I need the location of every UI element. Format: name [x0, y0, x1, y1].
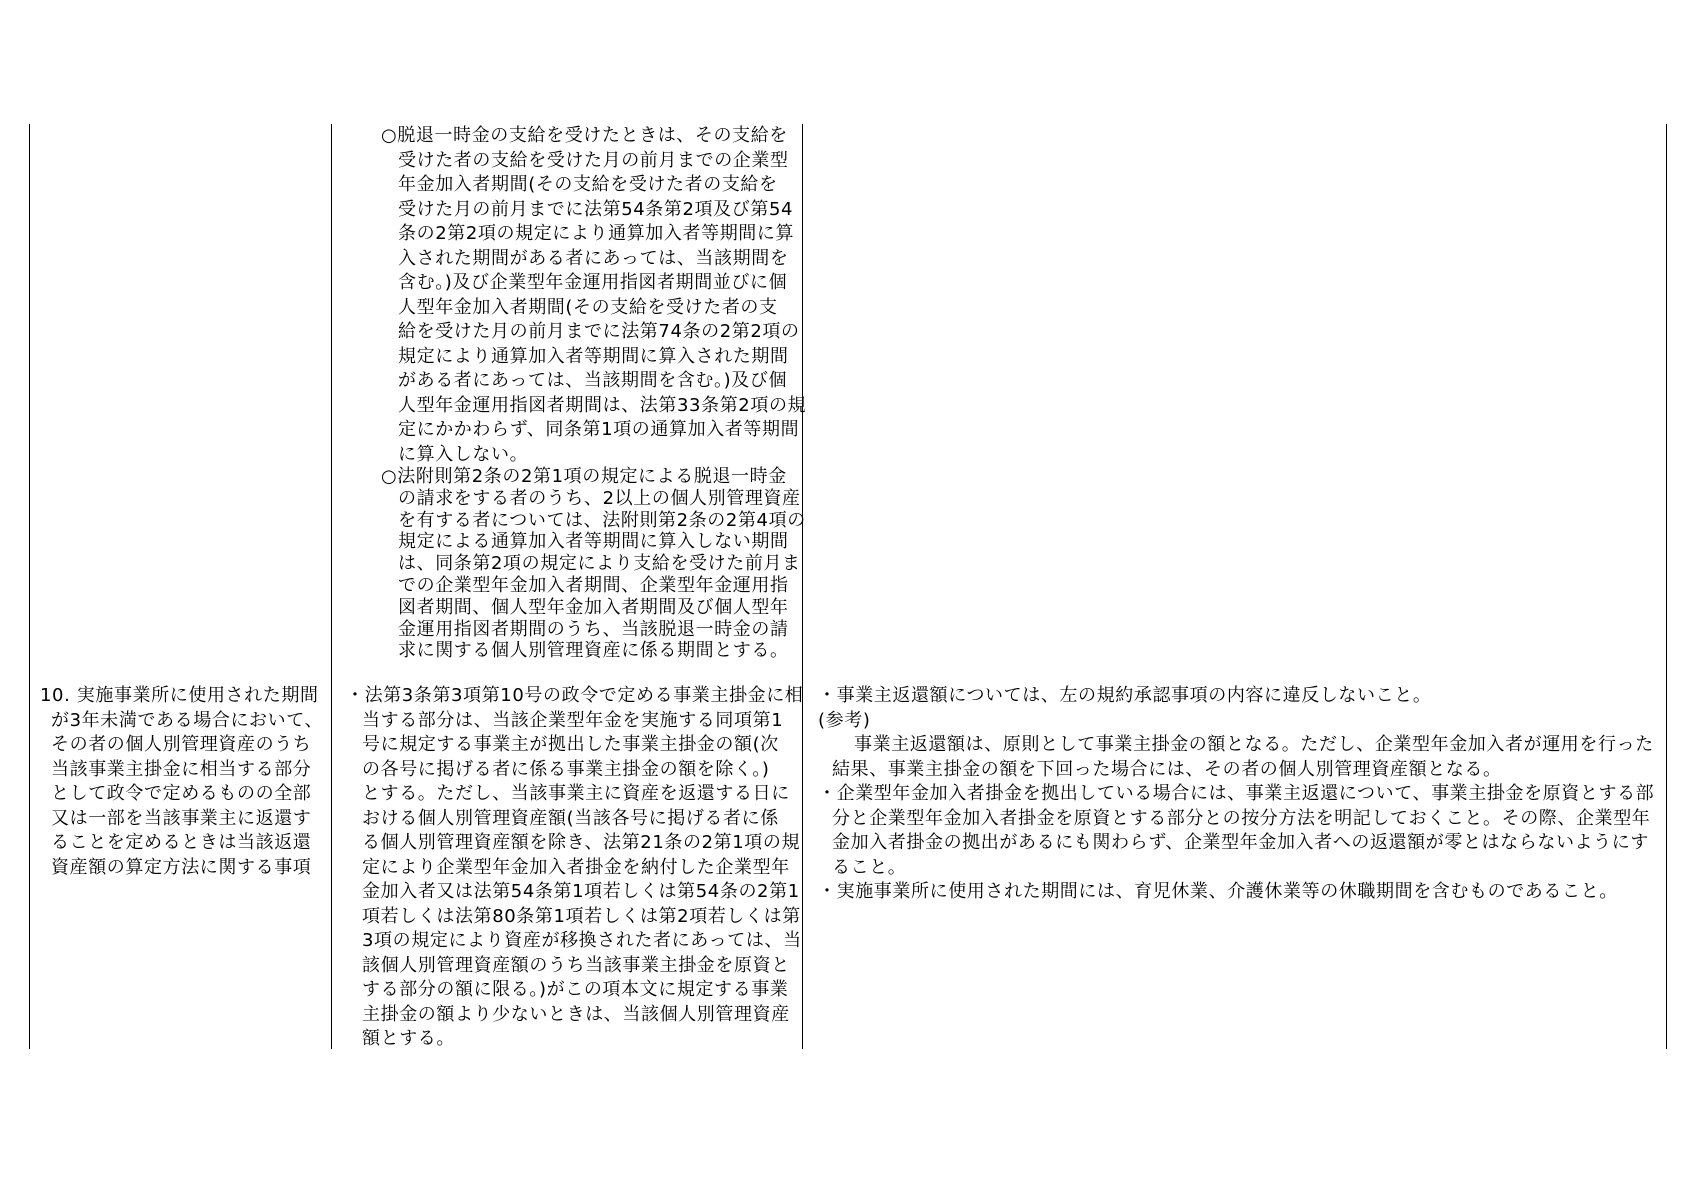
item-10-heading — [40, 684, 323, 880]
text-line: 項若しくは法第80条第1項若しくは第2項若しくは第 — [362, 905, 801, 927]
text-line: 年金加入者期間(その支給を受けた者の支給を — [398, 174, 778, 195]
text-line: とする。ただし、当該事業主に資産を返還する日に — [362, 783, 790, 804]
text-line: 又は一部を当該事業主に返還す — [51, 807, 312, 829]
text-line: 人型年金運用指図者期間は、法第33条第2項の規 — [398, 394, 807, 416]
text-line: 号に規定する事業主が拠出した事業主掛金の額(次 — [362, 734, 779, 755]
text-line: がある者にあっては、当該期間を含む。)及び個 — [398, 370, 788, 391]
text-line: の各号に掲げる者に係る事業主掛金の額を除く。) — [362, 758, 770, 780]
text-line: 当する部分は、当該企業型年金を実施する同項第1 — [362, 709, 784, 731]
column-divider-1 — [331, 124, 332, 1049]
text-line: 規定により通算加入者等期間に算入された期間 — [398, 345, 789, 367]
text-line: 受けた月の前月までに法第54条第2項及び第54 — [398, 198, 794, 220]
text-line: ・法第3条第3項第10号の政令で定める事業主掛金に相 — [346, 685, 804, 706]
text-line: する部分の額に限る。)がこの項本文に規定する事業 — [362, 979, 789, 1000]
text-line: ・事業主返還額については、左の規約承認事項の内容に違反しないこと。 — [818, 685, 1432, 706]
text-line: ること。 — [832, 856, 907, 878]
text-line: 事業主返還額は、原則として事業主掛金の額となる。ただし、企業型年金加入者が運用を行った — [854, 734, 1654, 755]
text-line: 金加入者又は法第54条第1項若しくは第54条の2第1 — [362, 881, 800, 902]
text-line: 人型年金加入者期間(その支給を受けた者の支 — [398, 296, 778, 318]
text-line: ○脱退一時金の支給を受けたときは、その支給を — [381, 125, 788, 146]
reference-label: (参考) — [818, 709, 871, 731]
text-line: 定により企業型年金加入者掛金を納付した企業型年 — [362, 856, 790, 878]
text-line: 入された期間がある者にあっては、当該期間を — [398, 247, 789, 269]
text-line: ることを定めるときは当該返還 — [51, 832, 312, 853]
text-line: ・実施事業所に使用された期間には、育児休業、介護休業等の休職期間を含むものであること。 — [818, 881, 1618, 902]
text-line: その者の個人別管理資産のうち — [51, 734, 312, 755]
provision-supplementary-article — [381, 466, 806, 662]
text-line: 受けた者の支給を受けた月の前月までの企業型 — [398, 149, 789, 171]
review-notes — [818, 684, 1654, 905]
text-line: 分と企業型年金加入者掛金を原資とする部分との按分方法を明記しておくこと。その際、企業型年 — [832, 807, 1651, 829]
text-line: ・企業型年金加入者掛金を拠出している場合には、事業主返還について、事業主掛金を原資とする部 — [818, 783, 1655, 804]
text-line: 10. 実施事業所に使用された期間 — [40, 685, 319, 706]
text-line: 定にかかわらず、同条第1項の通算加入者等期間 — [398, 419, 800, 440]
provision-lump-sum-withdrawal — [381, 124, 806, 467]
text-line: 額とする。 — [362, 1028, 455, 1049]
text-line: 金加入者掛金の拠出があるにも関わらず、企業型年金加入者への返還額が零とはならないようにす — [832, 832, 1649, 853]
text-line: 規定による通算加入者等期間に算入しない期間 — [398, 531, 789, 553]
text-line: る個人別管理資産額を除き、法第21条の2第1項の規 — [362, 832, 801, 853]
text-line: 結果、事業主掛金の額を下回った場合には、その者の個人別管理資産額となる。 — [832, 758, 1502, 780]
text-line: 求に関する個人別管理資産に係る期間とする。 — [398, 640, 789, 662]
text-line: ○法附則第2条の2第1項の規定による脱退一時金 — [381, 466, 787, 487]
text-line: での企業型年金加入者期間、企業型年金運用指 — [398, 574, 789, 596]
text-line: は、同条第2項の規定により支給を受けた前月ま — [398, 553, 801, 575]
text-line: 当該事業主掛金に相当する部分 — [51, 758, 312, 780]
table-border-left — [29, 124, 30, 1049]
text-line: 条の2第2項の規定により通算加入者等期間に算 — [398, 223, 795, 244]
text-line: に算入しない。 — [398, 443, 529, 465]
text-line: を有する者については、法附則第2条の2第4項の — [398, 509, 806, 531]
text-line: 含む。)及び企業型年金運用指図者期間並びに個 — [398, 272, 788, 293]
provision-employer-contribution — [346, 684, 803, 1052]
text-line: 給を受けた月の前月までに法第74条の2第2項の — [398, 321, 800, 342]
text-line: 図者期間、個人型年金加入者期間及び個人型年 — [398, 596, 789, 618]
text-line: 該個人別管理資産額のうち当該事業主掛金を原資と — [362, 954, 790, 976]
text-line: 主掛金の額より少ないときは、当該個人別管理資産 — [362, 1003, 790, 1025]
table-border-right — [1666, 124, 1667, 1049]
text-line: として政令で定めるものの全部 — [51, 783, 312, 804]
text-line: おける個人別管理資産額(当該各号に掲げる者に係 — [362, 807, 779, 829]
text-line: の請求をする者のうち、2以上の個人別管理資産 — [398, 487, 801, 509]
text-line: が3年未満である場合において、 — [51, 709, 324, 731]
text-line: 3項の規定により資産が移換された者にあっては、当 — [362, 930, 802, 951]
text-line: 資産額の算定方法に関する事項 — [51, 856, 312, 878]
text-line: 金運用指図者期間のうち、当該脱退一時金の請 — [398, 618, 789, 640]
